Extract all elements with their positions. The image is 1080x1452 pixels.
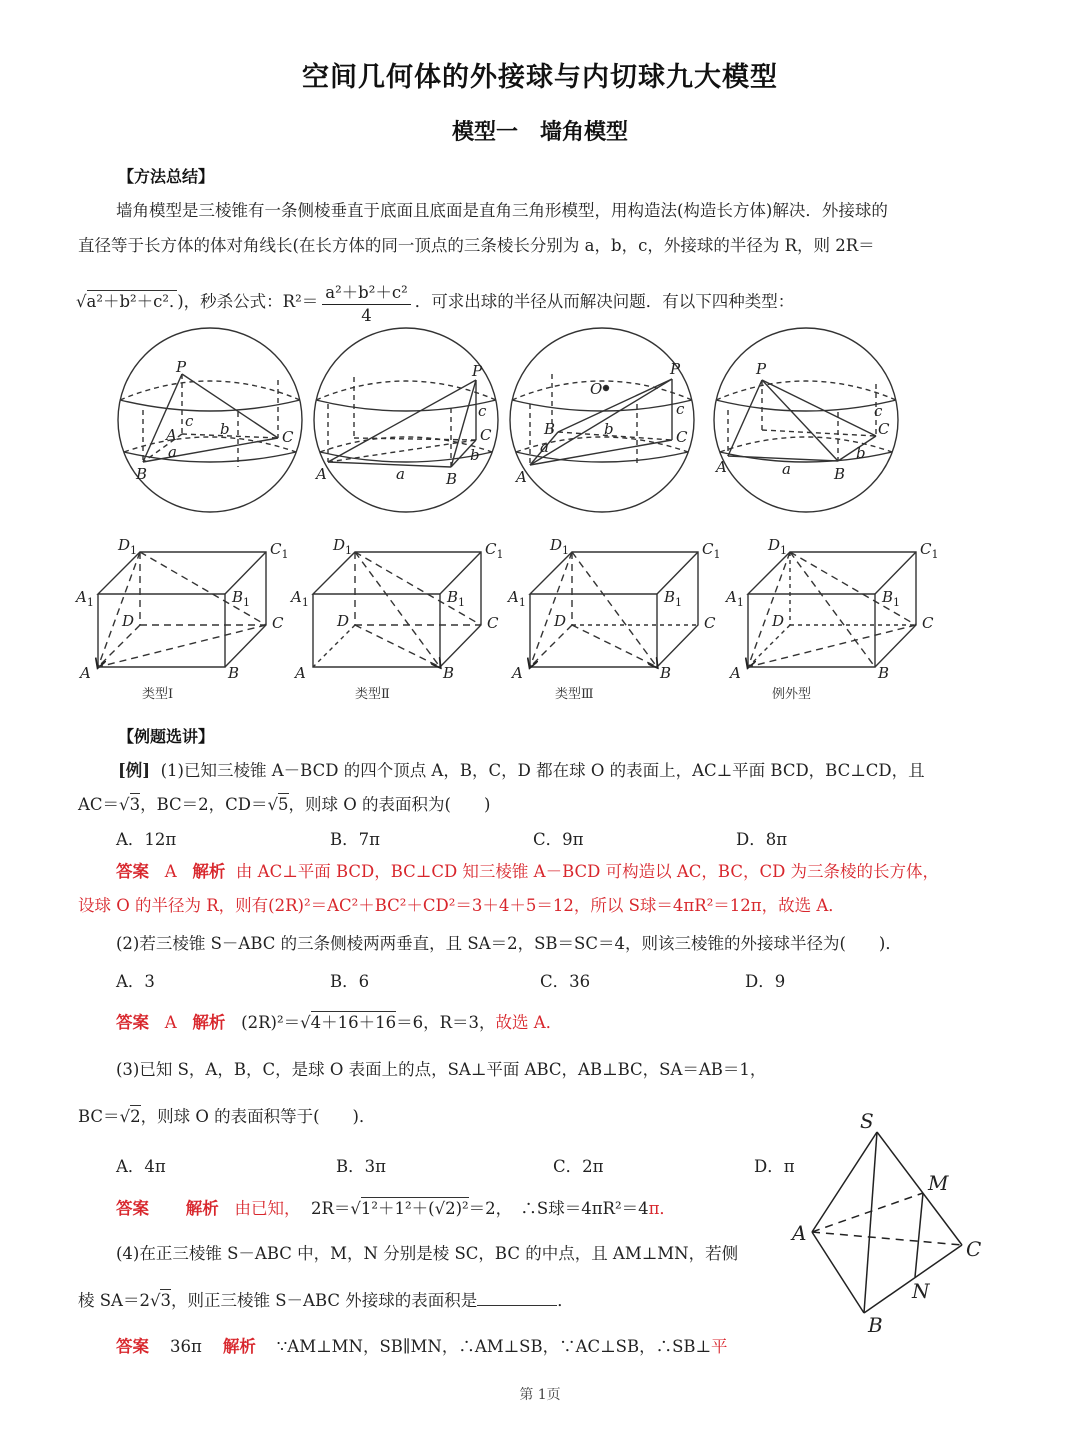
page-number: 第 1页 (519, 1387, 561, 1403)
cuboid-type-3 (530, 552, 698, 667)
vertex-label-C: C (272, 614, 284, 632)
q3-line-1: (3)已知 S，A，B，C，是球 O 表面上的点，SA⊥平面 ABC，AB⊥BC，SA＝AB＝1， (116, 1060, 767, 1079)
sqrt-expression: a²＋b²＋c²． (86, 292, 178, 311)
label-b: b (470, 446, 480, 464)
label-c: c (676, 400, 685, 418)
q4-sa: 棱 SA＝2 (78, 1291, 150, 1310)
label-A: A (792, 1221, 807, 1245)
vertex-label-B1: $B_1$ (664, 588, 683, 609)
fraction-denominator: 4 (361, 306, 372, 325)
vertex-label-D1: $D_1$ (118, 536, 138, 557)
vertex-label-B1: $B_1$ (447, 588, 466, 609)
vertex-label-D: D (337, 612, 350, 630)
analysis-label: 解析 (222, 1337, 256, 1356)
q3-option-b: B．3π (336, 1157, 386, 1176)
vertex-label-B: B (660, 664, 672, 680)
edge-AB (812, 1232, 864, 1313)
label-A: A (166, 426, 177, 444)
label-B: B (834, 465, 846, 483)
q1-option-d: D．8π (736, 830, 788, 849)
label-c: c (478, 402, 487, 420)
label-P: P (756, 360, 767, 378)
label-c: c (874, 402, 883, 420)
q3-analysis-d: π． (648, 1199, 676, 1218)
vertex-label-A: A (295, 664, 306, 680)
analysis-label: 解析 (192, 862, 226, 881)
sphere-3 (510, 328, 694, 512)
q1-sqrt-3: 3 (129, 795, 141, 814)
vertex-label-D: D (122, 612, 135, 630)
section-title: 模型一 墙角模型 (451, 120, 628, 145)
sphere-4 (714, 328, 898, 512)
q2-analysis-c: 故选 A． (495, 1013, 563, 1032)
vertex-label-D1: $D_1$ (550, 536, 570, 557)
label-B: B (868, 1313, 883, 1337)
q2-answer: A (164, 1013, 177, 1032)
formula-intro: )，秒杀公式：R²＝ (177, 292, 319, 311)
answer-label: 答案 (116, 862, 149, 881)
q2-analysis-sqrt: 4＋16＋16 (310, 1013, 397, 1032)
label-b: b (856, 444, 866, 462)
caption-type-3: 类型Ⅲ (555, 687, 594, 702)
vertex-label-B: B (228, 664, 240, 680)
answer-blank[interactable] (477, 1305, 557, 1306)
cuboid-type-1 (98, 552, 266, 667)
q1-text-1: (1)已知三棱锥 A－BCD 的四个顶点 A，B，C，D 都在球 O 的表面上，AC⊥平面 BCD，BC⊥CD，且 (160, 761, 925, 780)
vertex-label-B: B (443, 664, 455, 680)
vertex-label-D1: $D_1$ (333, 536, 353, 557)
method-line-2: 直径等于长方体的体对角线长(在长方体的同一顶点的三条棱长分别为 a，b，c，外接球的半径为 R，则 2R＝ (78, 236, 875, 255)
sqrt-sign: √ (76, 292, 87, 311)
q1-sqrt-5: 5 (278, 795, 289, 814)
q3-option-c: C．2π (553, 1157, 604, 1176)
q3-option-a: A．4π (116, 1157, 166, 1176)
cuboid-labels (74, 536, 938, 680)
caption-type-1: 类型Ⅰ (142, 687, 174, 702)
method-conclusion: ．可求出球的半径从而解决问题．有以下四种类型： (414, 292, 795, 311)
q1-analysis-2: 设球 O 的半径为 R，则有(2R)²＝AC²＋BC²＋CD²＝3＋4＋5＝12，所以 S球＝4πR²＝12π，故选 A． (78, 896, 845, 915)
label-O: O (590, 380, 603, 398)
q3-analysis-b: 2R＝ (310, 1199, 351, 1218)
edge-SB (864, 1132, 877, 1313)
label-B: B (544, 420, 556, 438)
vertex-label-C1: $C_1$ (702, 540, 721, 561)
sphere-figures (110, 322, 910, 522)
q4-sqrt-3: 3 (160, 1291, 171, 1310)
label-A: A (716, 458, 727, 476)
label-B: B (136, 465, 148, 483)
analysis-label: 解析 (192, 1013, 226, 1032)
label-S: S (860, 1109, 874, 1133)
caption-type-2: 类型Ⅱ (355, 687, 390, 702)
q4-period: ． (557, 1291, 574, 1310)
edge-MN (915, 1193, 923, 1277)
vertex-label-A: A (730, 664, 741, 680)
method-heading: 【方法总结】 (118, 167, 215, 186)
vertex-label-A: A (512, 664, 523, 680)
vertex-label-A1: $A_1$ (76, 588, 94, 609)
q3-option-d: D．π (754, 1157, 795, 1176)
q4-answer-line (116, 1336, 728, 1358)
q1-option-a: A．12π (116, 830, 177, 849)
q3-answer-line: 答案 解析 由已知， 2R＝√1²＋1²＋(√2)²＝2， ∴S球＝4πR²＝4π． (116, 1199, 676, 1218)
method-line-1: 墙角模型是三棱锥有一条侧棱垂直于底面且底面是直角三角形模型，用构造法(构造长方体)解决．外接球的 (116, 201, 888, 220)
label-C: C (480, 426, 492, 444)
cuboid-type-2 (313, 552, 481, 667)
q3-bc: BC＝ (78, 1107, 120, 1126)
q3-line-2: BC＝√2，则球 O 的表面积等于( )． (78, 1107, 376, 1126)
q1-option-b: B．7π (330, 830, 380, 849)
q1-line-1 (118, 760, 925, 782)
label-c: c (185, 412, 194, 430)
vertex-label-C: C (487, 614, 499, 632)
vertex-label-A: A (80, 664, 91, 680)
vertex-label-D1: $D_1$ (768, 536, 788, 557)
vertex-label-A1: $A_1$ (726, 588, 744, 609)
examples-heading: 【例题选讲】 (118, 727, 215, 746)
caption-exception: 例外型 (772, 687, 812, 702)
vertex-label-A1: $A_1$ (508, 588, 526, 609)
q3-question: ，则球 O 的表面积等于( )． (140, 1107, 376, 1126)
label-B: B (446, 470, 458, 488)
vertex-label-B1: $B_1$ (232, 588, 251, 609)
label-C: C (282, 428, 294, 446)
label-a: a (168, 443, 177, 461)
q3-analysis-sqrt: 1²＋1²＋(√2)² (360, 1199, 469, 1218)
vertex-label-C1: $C_1$ (485, 540, 504, 561)
vertex-label-C1: $C_1$ (920, 540, 939, 561)
label-C: C (878, 420, 890, 438)
q2-option-a: A．3 (116, 972, 155, 991)
vertex-label-B1: $B_1$ (882, 588, 901, 609)
q1-answer-line (116, 861, 939, 883)
q4-question: ，则正三棱锥 S－ABC 外接球的表面积是 (170, 1291, 478, 1310)
label-a: a (782, 460, 791, 478)
q4-analysis: ∵AM⊥MN，SB∥MN，∴AM⊥SB，∵AC⊥SB，∴SB⊥ (276, 1337, 712, 1356)
q2-answer-line: 答案 A 解析 (2R)²＝√4＋16＋16＝6，R＝3，故选 A． (116, 1013, 563, 1032)
vertex-label-D: D (772, 612, 785, 630)
q4-line-1: (4)在正三棱锥 S－ABC 中，M，N 分别是棱 SC，BC 的中点，且 AM⊥MN，若侧 (116, 1244, 739, 1263)
q2-analysis-a: (2R)²＝ (241, 1013, 301, 1032)
q1-bc-cd: ，BC＝2，CD＝ (140, 795, 268, 814)
q1-ac: AC＝ (78, 795, 120, 814)
label-C: C (966, 1237, 982, 1261)
q2-option-d: D．9 (745, 972, 786, 991)
vertex-label-C: C (704, 614, 716, 632)
q1-answer: A (164, 862, 177, 881)
sphere-2 (314, 328, 498, 512)
example-tag: [例] (118, 761, 151, 780)
label-P: P (176, 358, 187, 376)
fraction-numerator: a²＋b²＋c² (322, 282, 410, 305)
vertex-label-C: C (922, 614, 934, 632)
label-A: A (516, 468, 527, 486)
sphere-1 (118, 328, 302, 512)
q4-analysis-red: 平 (711, 1337, 728, 1356)
edge-AC (812, 1232, 962, 1245)
edge-AM (812, 1193, 923, 1232)
label-M: M (928, 1171, 949, 1195)
q4-answer: 36π (169, 1337, 202, 1356)
q1-question: ，则球 O 的表面积为( ) (288, 795, 491, 814)
label-P: P (472, 362, 483, 380)
q3-sqrt-2: 2 (130, 1107, 141, 1126)
q2-option-c: C．36 (540, 972, 591, 991)
vertex-label-D: D (554, 612, 567, 630)
q1-option-c: C．9π (533, 830, 584, 849)
q4-line-2: 棱 SA＝2√3，则正三棱锥 S－ABC 外接球的表面积是 ． (78, 1291, 574, 1310)
q3-analysis-a: 由已知， (234, 1199, 301, 1218)
tetrahedron-figure (780, 1100, 1000, 1340)
q2-option-b: B．6 (330, 972, 370, 991)
answer-label: 答案 (116, 1013, 149, 1032)
vertex-label-C1: $C_1$ (270, 540, 289, 561)
q1-line-2: AC＝√3，BC＝2，CD＝√5，则球 O 的表面积为( ) (78, 795, 491, 814)
label-A: A (316, 465, 327, 483)
label-b: b (604, 420, 614, 438)
label-P: P (670, 360, 681, 378)
edge-SA (812, 1132, 877, 1232)
label-a: a (540, 438, 549, 456)
label-a: a (396, 465, 405, 483)
formula-fraction (322, 282, 410, 327)
q3-analysis-c: ＝2， ∴S球＝4πR²＝4 (468, 1199, 649, 1218)
cuboid-exception (748, 552, 916, 667)
label-C: C (676, 428, 688, 446)
answer-label: 答案 (116, 1199, 149, 1218)
cuboid-figures (70, 530, 950, 680)
label-b: b (220, 420, 230, 438)
q2-analysis-b: ＝6，R＝3， (396, 1013, 496, 1032)
vertex-label-A1: $A_1$ (291, 588, 309, 609)
page-title: 空间几何体的外接球与内切球九大模型 (302, 62, 778, 93)
q1-analysis-1: 由 AC⊥平面 BCD，BC⊥CD 知三棱锥 A－BCD 可构造以 AC，BC，CD 为三条棱的长方体， (235, 862, 940, 881)
vertex-label-B: B (878, 664, 890, 680)
analysis-label: 解析 (185, 1199, 219, 1218)
q2-line-1: (2)若三棱锥 S－ABC 的三条侧棱两两垂直，且 SA＝2，SB＝SC＝4，则该三棱锥的外接球半径为( )． (116, 934, 902, 953)
answer-label: 答案 (116, 1337, 149, 1356)
label-N: N (912, 1279, 930, 1303)
method-line-3 (76, 280, 794, 325)
